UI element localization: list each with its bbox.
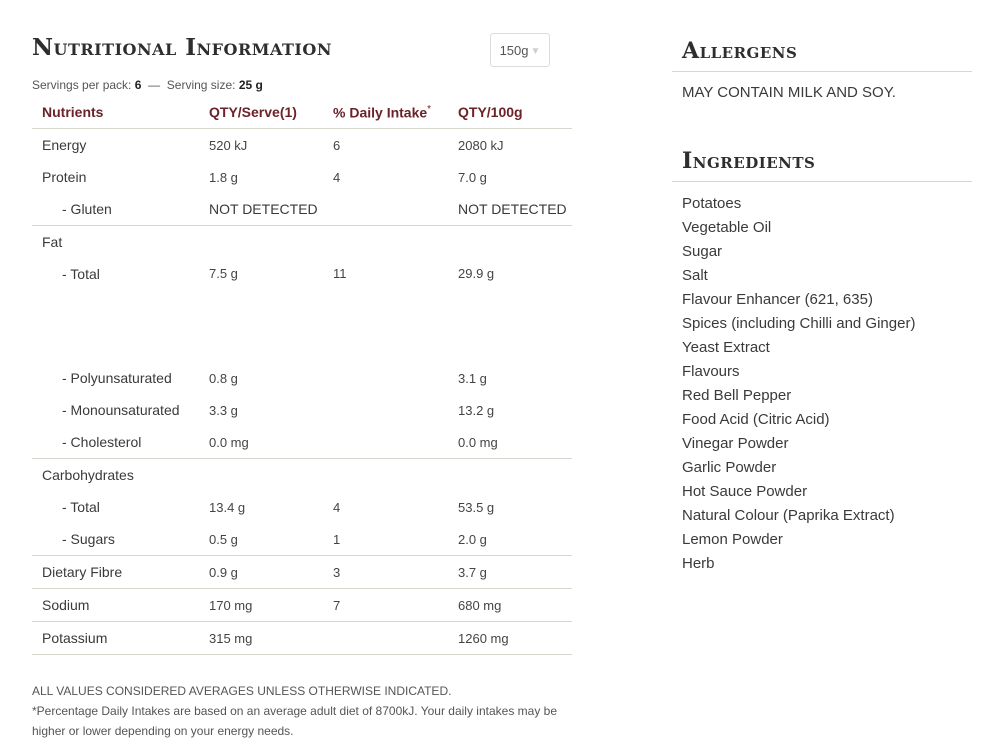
list-item: Flavour Enhancer (621, 635) bbox=[682, 291, 873, 308]
daily-intake: 7 bbox=[323, 589, 448, 622]
ingredients-list bbox=[672, 182, 972, 576]
allergens-title: Allergens bbox=[672, 38, 972, 72]
qty-serve: 0.0 mg bbox=[199, 426, 323, 459]
list-item: Garlic Powder bbox=[682, 459, 777, 476]
list-item: Food Acid (Citric Acid) bbox=[682, 411, 830, 428]
qty-100g: 3.1 g bbox=[458, 370, 487, 386]
qty-100g: NOT DETECTED bbox=[448, 193, 572, 226]
daily-intake: 3 bbox=[323, 556, 448, 589]
table-row bbox=[32, 459, 572, 492]
header-asterisk: * bbox=[427, 103, 432, 115]
daily-intake bbox=[323, 459, 448, 492]
qty-100g: 3.7 g bbox=[448, 556, 572, 589]
nutrient-name: - Sugars bbox=[32, 523, 199, 556]
chevron-down-icon: ▼ bbox=[530, 45, 541, 57]
list-item: Yeast Extract bbox=[682, 339, 770, 356]
header-qty-100g: QTY/100g bbox=[448, 96, 572, 129]
daily-intake: 1 bbox=[323, 523, 448, 556]
daily-intake: 4 bbox=[333, 499, 341, 515]
qty-serve bbox=[199, 459, 323, 492]
serving-size-label: Serving size: bbox=[166, 78, 236, 92]
nutrient-name: - Gluten bbox=[32, 193, 199, 226]
table-row bbox=[32, 394, 572, 426]
list-item: Salt bbox=[682, 267, 708, 284]
nutrient-name: - Monounsaturated bbox=[62, 402, 180, 418]
qty-100g bbox=[448, 459, 572, 492]
header-daily-intake-label: % Daily Intake bbox=[333, 104, 428, 121]
servings-info bbox=[32, 78, 572, 96]
table-row bbox=[32, 556, 572, 589]
list-item: Herb bbox=[682, 555, 715, 572]
list-item: Hot Sauce Powder bbox=[682, 483, 808, 500]
daily-intake bbox=[323, 226, 448, 259]
nutrient-name: Fat bbox=[42, 234, 63, 250]
table-row bbox=[32, 226, 572, 259]
serving-size-value: 25 g bbox=[238, 78, 263, 92]
table-row bbox=[32, 161, 572, 193]
nutrition-notes bbox=[32, 681, 572, 741]
list-item: Natural Colour (Paprika Extract) bbox=[682, 507, 895, 524]
qty-100g: 680 mg bbox=[448, 589, 572, 622]
note-daily-intake: *Percentage Daily Intakes are based on an average adult diet of 8700kJ. Your daily intakes may be higher or lower depending on your energy needs. bbox=[32, 704, 558, 738]
note-averages: ALL VALUES CONSIDERED AVERAGES UNLESS OTHERWISE INDICATED. bbox=[32, 684, 452, 698]
info-sidebar bbox=[672, 38, 972, 576]
nutrient-name: - Cholesterol bbox=[32, 426, 199, 459]
nutrient-name: Potassium bbox=[32, 622, 199, 655]
ingredients-title: Ingredients bbox=[672, 148, 972, 182]
nutrient-name: - Total bbox=[62, 266, 100, 282]
qty-serve: 315 mg bbox=[199, 622, 323, 655]
table-row bbox=[32, 589, 572, 622]
qty-100g: 0.0 mg bbox=[448, 426, 572, 459]
table-row bbox=[32, 523, 572, 556]
table-row bbox=[32, 491, 572, 523]
qty-100g: 29.9 g bbox=[458, 266, 495, 281]
qty-100g: 7.0 g bbox=[458, 169, 487, 185]
qty-serve: 0.5 g bbox=[199, 523, 323, 556]
list-item: Flavours bbox=[682, 363, 740, 380]
nutrient-name: Energy bbox=[42, 137, 87, 153]
allergens-text: MAY CONTAIN MILK AND SOY. bbox=[682, 84, 896, 101]
header-nutrients: Nutrients bbox=[32, 96, 199, 129]
qty-100g: 1260 mg bbox=[448, 622, 572, 655]
qty-serve: 170 mg bbox=[199, 589, 323, 622]
qty-serve: 0.8 g bbox=[209, 370, 238, 386]
daily-intake bbox=[323, 193, 448, 226]
table-row bbox=[32, 622, 572, 655]
table-row bbox=[32, 426, 572, 459]
qty-serve bbox=[199, 226, 323, 259]
qty-100g bbox=[448, 226, 572, 259]
qty-serve: NOT DETECTED bbox=[199, 193, 323, 226]
qty-serve: 1.8 g bbox=[209, 169, 238, 185]
list-item: Vinegar Powder bbox=[682, 435, 789, 452]
daily-intake bbox=[323, 622, 448, 655]
table-row bbox=[32, 362, 572, 394]
qty-serve: 13.4 g bbox=[209, 499, 246, 515]
qty-serve: 0.9 g bbox=[199, 556, 323, 589]
qty-100g: 2080 kJ bbox=[458, 137, 504, 153]
nutrient-name: Carbohydrates bbox=[42, 467, 134, 483]
nutrition-panel bbox=[32, 30, 572, 741]
qty-serve: 7.5 g bbox=[209, 266, 238, 281]
nutrient-name: Sodium bbox=[32, 589, 199, 622]
list-item: Sugar bbox=[682, 243, 723, 260]
servings-value: 6 bbox=[134, 78, 142, 92]
table-row bbox=[32, 258, 572, 362]
nutrient-name: - Polyunsaturated bbox=[62, 370, 172, 386]
servings-separator: — bbox=[148, 78, 161, 92]
nutrient-name: Dietary Fibre bbox=[32, 556, 199, 589]
servings-label: Servings per pack: bbox=[32, 78, 132, 92]
daily-intake: 4 bbox=[333, 169, 341, 185]
nutrient-name: - Total bbox=[62, 499, 100, 515]
table-row bbox=[32, 129, 572, 162]
table-header-row bbox=[32, 96, 572, 129]
qty-100g: 53.5 g bbox=[458, 499, 495, 515]
nutrient-name: Protein bbox=[42, 169, 87, 185]
daily-intake bbox=[323, 362, 448, 394]
table-row bbox=[32, 193, 572, 226]
daily-intake: 6 bbox=[333, 137, 341, 153]
daily-intake bbox=[323, 426, 448, 459]
size-select[interactable] bbox=[490, 33, 550, 67]
list-item: Red Bell Pepper bbox=[682, 387, 792, 404]
qty-100g: 13.2 g bbox=[458, 402, 495, 418]
header-qty-serve: QTY/Serve(1) bbox=[199, 96, 323, 129]
size-select-value: 150g bbox=[499, 42, 529, 58]
list-item: Potatoes bbox=[682, 195, 742, 212]
header-daily-intake bbox=[323, 96, 448, 129]
qty-100g: 2.0 g bbox=[448, 523, 572, 556]
daily-intake bbox=[323, 394, 448, 426]
qty-serve: 520 kJ bbox=[209, 137, 248, 153]
qty-serve: 3.3 g bbox=[209, 402, 238, 418]
list-item: Vegetable Oil bbox=[682, 219, 772, 236]
list-item: Spices (including Chilli and Ginger) bbox=[682, 315, 916, 332]
list-item: Lemon Powder bbox=[682, 531, 783, 548]
nutrition-title: Nutritional Information bbox=[32, 34, 332, 61]
nutrition-table bbox=[32, 96, 572, 655]
daily-intake: 11 bbox=[333, 266, 347, 281]
